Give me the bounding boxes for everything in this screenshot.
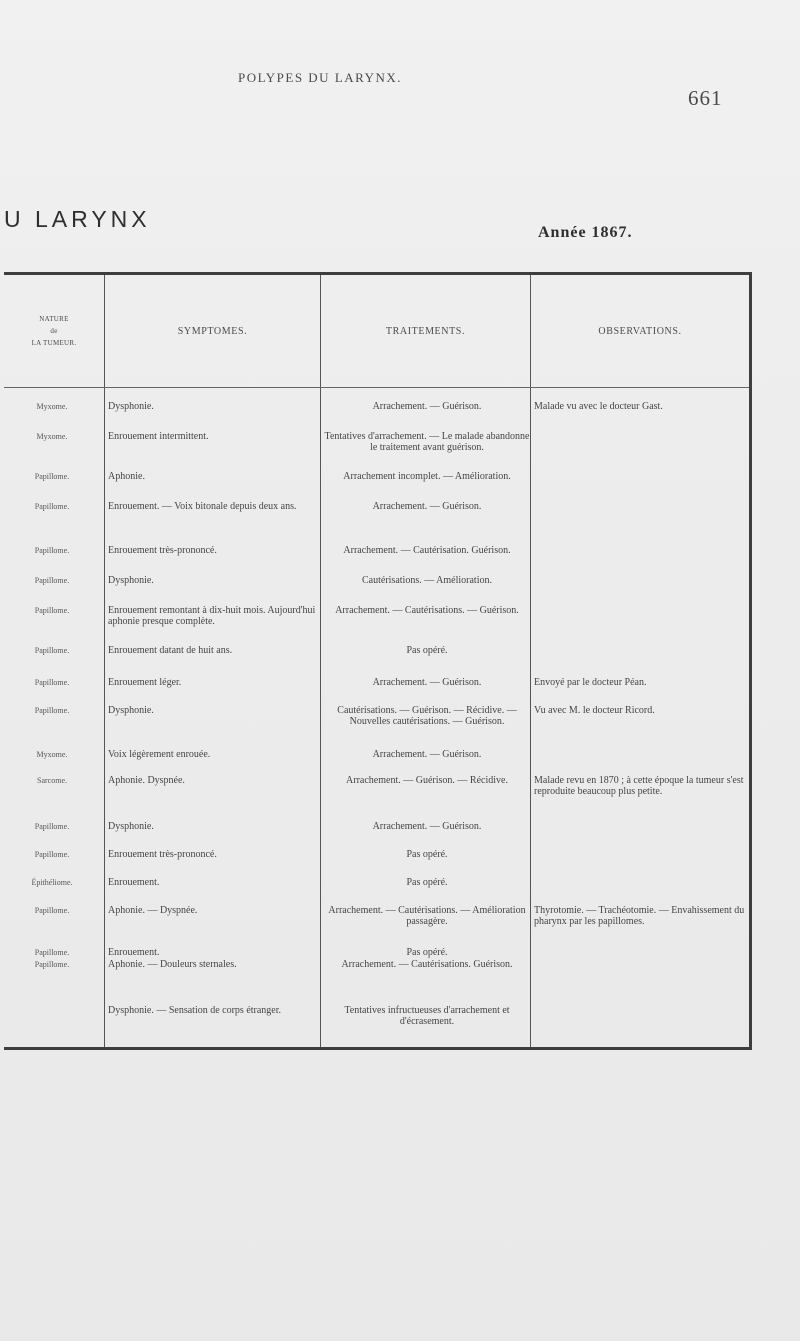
row-nature: Papillome. <box>34 546 70 555</box>
row-nature: Épithéliome. <box>31 878 73 887</box>
header-nature-line2: de <box>50 327 58 335</box>
row-symptomes: Voix légèrement enrouée. <box>108 749 211 760</box>
row-nature: Papillome. <box>34 678 70 687</box>
page-number: 661 <box>688 86 723 110</box>
header-nature-line1: NATURE <box>39 315 69 323</box>
row-nature: Myxome. <box>36 402 68 411</box>
row-nature: Myxome. <box>36 750 68 759</box>
row-traitements: Pas opéré. <box>406 849 448 860</box>
row-traitements: Arrachement. — Guérison. <box>372 501 482 512</box>
row-nature: Papillome. <box>34 706 70 715</box>
row-symptomes: Enrouement très-prononcé. <box>108 545 217 556</box>
row-observations: Thyrotomie. — Trachéotomie. — Envahissement du pharynx par les papillomes. <box>534 905 745 927</box>
observations-table <box>4 272 752 1050</box>
row-nature: Papillome. <box>34 822 70 831</box>
row-traitements: Tentatives d'arrachement. — Le malade abandonne le traitement avant guérison. <box>324 431 530 453</box>
header-divider <box>4 387 749 388</box>
row-traitements: Arrachement. — Guérison. — Récidive. <box>346 775 508 786</box>
row-observations: Malade revu en 1870 ; à cette époque la tumeur s'est reproduite beaucoup plus petite. <box>534 775 744 797</box>
column-divider <box>530 275 531 1047</box>
row-traitements: Arrachement incomplet. — Amélioration. <box>343 471 511 482</box>
row-nature: Papillome. <box>34 948 70 957</box>
column-divider <box>320 275 321 1047</box>
column-divider <box>104 275 105 1047</box>
row-traitements: Tentatives infructueuses d'arrachement et d'écrasement. <box>344 1005 510 1027</box>
row-traitements: Arrachement. — Cautérisation. Guérison. <box>343 545 511 556</box>
row-traitements: Cautérisations. — Amélioration. <box>362 575 492 586</box>
row-symptomes: Enrouement. <box>108 877 160 888</box>
row-nature: Papillome. <box>34 502 70 511</box>
row-symptomes: Dysphonie. <box>108 401 154 412</box>
row-nature: Myxome. <box>36 432 68 441</box>
row-symptomes: Enrouement datant de huit ans. <box>108 645 233 656</box>
row-symptomes: Dysphonie. <box>108 575 154 586</box>
row-traitements: Pas opéré. <box>406 645 448 656</box>
header-symptomes: SYMPTOMES. <box>177 325 248 337</box>
row-traitements: Pas opéré. <box>406 947 448 958</box>
row-symptomes: Dysphonie. <box>108 705 154 716</box>
row-symptomes: Enrouement intermittent. <box>108 431 209 442</box>
year-label: Année 1867. <box>538 224 633 241</box>
header-nature <box>4 275 104 387</box>
row-symptomes: Aphonie. — Dyspnée. <box>108 905 198 916</box>
row-symptomes: Aphonie. — Douleurs sternales. <box>108 959 237 970</box>
row-symptomes: Dysphonie. — Sensation de corps étranger. <box>108 1005 282 1016</box>
row-traitements: Arrachement. — Guérison. <box>372 401 482 412</box>
row-nature: Papillome. <box>34 606 70 615</box>
row-symptomes: Enrouement. — Voix bitonale depuis deux ans. <box>108 501 297 512</box>
row-nature: Papillome. <box>34 960 70 969</box>
row-traitements: Arrachement. — Cautérisations. — Guérison. <box>335 605 519 616</box>
row-nature: Papillome. <box>34 906 70 915</box>
row-observations: Envoyé par le docteur Péan. <box>534 677 647 688</box>
row-symptomes: Aphonie. <box>108 471 145 482</box>
row-nature: Papillome. <box>34 576 70 585</box>
row-traitements: Arrachement. — Cautérisations. — Amélioration passagère. <box>328 905 526 927</box>
row-observations: Vu avec M. le docteur Ricord. <box>534 705 655 716</box>
row-symptomes: Enrouement très-prononcé. <box>108 849 217 860</box>
row-symptomes: Dysphonie. <box>108 821 154 832</box>
row-symptomes: Enrouement remontant à dix-huit mois. Aujourd'hui aphonie presque complète. <box>108 605 316 627</box>
header-observations: OBSERVATIONS. <box>598 325 682 337</box>
row-nature: Papillome. <box>34 850 70 859</box>
row-nature: Papillome. <box>34 646 70 655</box>
row-nature: Papillome. <box>34 472 70 481</box>
row-traitements: Arrachement. — Cautérisations. Guérison. <box>341 959 513 970</box>
section-title: U LARYNX <box>4 206 151 232</box>
row-symptomes: Aphonie. Dyspnée. <box>108 775 185 786</box>
row-traitements: Arrachement. — Guérison. <box>372 821 482 832</box>
row-nature: Sarcome. <box>37 776 67 785</box>
header-nature-line3: LA TUMEUR. <box>31 339 77 347</box>
row-traitements: Arrachement. — Guérison. <box>372 677 482 688</box>
row-symptomes: Enrouement léger. <box>108 677 182 688</box>
row-observations: Malade vu avec le docteur Gast. <box>534 401 663 412</box>
row-traitements: Cautérisations. — Guérison. — Récidive. — Nouvelles cautérisations. — Guérison. <box>337 705 517 727</box>
running-head: POLYPES DU LARYNX. <box>238 70 403 85</box>
row-traitements: Arrachement. — Guérison. <box>372 749 482 760</box>
header-traitements: TRAITEMENTS. <box>385 325 466 337</box>
row-traitements: Pas opéré. <box>406 877 448 888</box>
row-symptomes: Enrouement. <box>108 947 160 958</box>
